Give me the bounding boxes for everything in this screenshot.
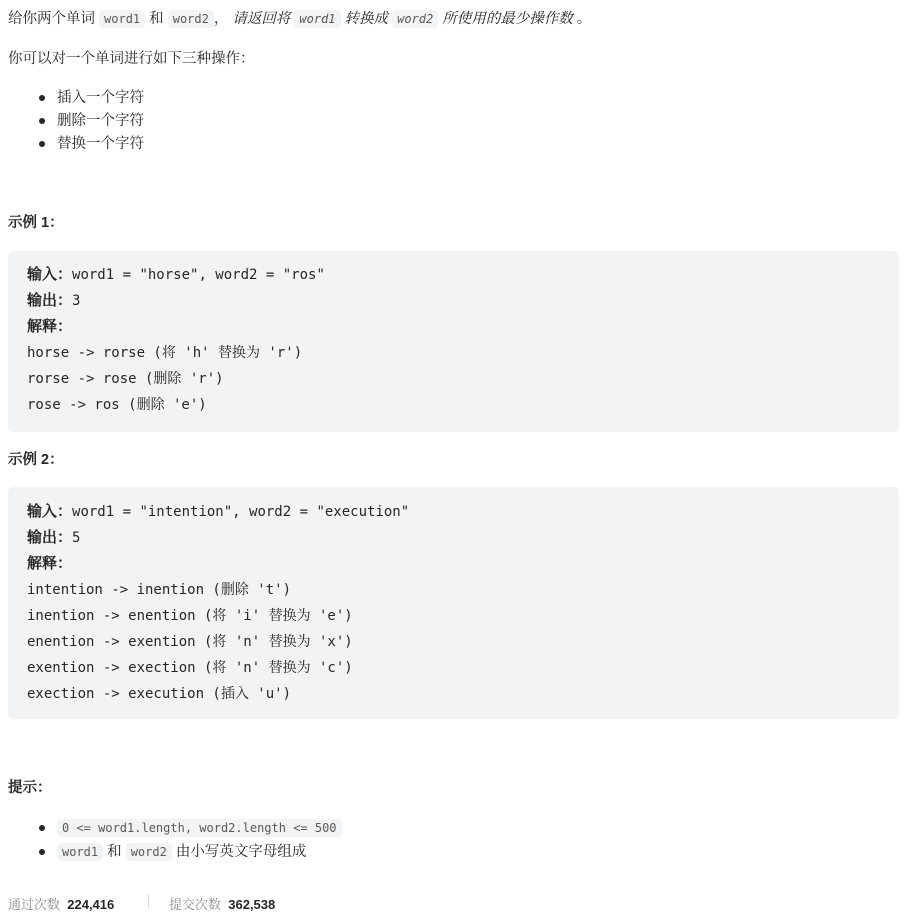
accepted-stat [8, 894, 114, 913]
output-value: 3 [72, 293, 81, 309]
example-2-step: exention -> exection (将 'n' 替换为 'c') [27, 660, 353, 676]
inline-code-word1: word1 [99, 10, 145, 28]
operation-item-insert: 插入一个字符 [57, 90, 144, 106]
example-1-step: rose -> ros (删除 'e') [27, 397, 207, 413]
input-label: 输入： [27, 503, 73, 520]
intro-text-start: 给你两个单词 [8, 11, 100, 27]
submissions-value: 362,538 [228, 897, 276, 912]
explain-label: 解释： [27, 555, 73, 572]
intro-comma: ， [213, 11, 229, 27]
operation-item-replace: 替换一个字符 [57, 136, 144, 152]
hints-heading: 提示： [8, 780, 52, 796]
hint-rest: 由小写英文字母组成 [171, 844, 307, 860]
input-value: word1 = "intention", word2 = "execution" [72, 504, 410, 520]
input-value: word1 = "horse", word2 = "ros" [72, 267, 325, 283]
explain-label: 解释： [27, 318, 73, 335]
inline-code-word2: word2 [126, 843, 172, 861]
example-1-heading: 示例 1： [8, 215, 64, 231]
constraint-code: 0 <= word1.length, word2.length <= 500 [57, 819, 342, 837]
bullet-icon [39, 95, 45, 101]
inline-code-word2: word2 [168, 10, 214, 28]
output-label: 输出： [27, 292, 73, 309]
accepted-label: 通过次数 [8, 897, 61, 912]
bullet-icon [39, 118, 45, 124]
intro-paragraph [8, 9, 591, 29]
accepted-value: 224,416 [67, 897, 115, 912]
hint-and: 和 [103, 844, 126, 860]
example-2-explain [27, 554, 72, 574]
example-2-output [27, 528, 80, 548]
intro-text-end: 。 [572, 11, 592, 27]
hint-item-lowercase [57, 842, 306, 862]
bullet-icon [39, 141, 45, 147]
example-2-input [27, 502, 409, 522]
example-1-input [27, 265, 325, 285]
example-1-step: horse -> rorse (将 'h' 替换为 'r') [27, 345, 303, 361]
intro-italic-b: 转换成 [340, 11, 393, 27]
example-2-step: inention -> enention (将 'i' 替换为 'e') [27, 608, 353, 624]
inline-code-word1: word1 [57, 843, 103, 861]
bullet-icon [39, 825, 45, 831]
inline-code-italic-word1: word1 [294, 10, 340, 28]
bullet-icon [39, 849, 45, 855]
example-1-step: rorse -> rose (删除 'r') [27, 371, 224, 387]
intro-italic-c: 所使用的最少操作数 [438, 11, 573, 27]
example-1-output [27, 291, 80, 311]
example-2-step: exection -> execution (插入 'u') [27, 686, 292, 702]
submissions-stat [169, 894, 275, 913]
intro-italic-a: 请返回将 [228, 11, 295, 27]
operations-intro: 你可以对一个单词进行如下三种操作： [8, 51, 255, 67]
output-value: 5 [72, 530, 81, 546]
example-2-step: enention -> exention (将 'n' 替换为 'x') [27, 634, 353, 650]
example-2-heading: 示例 2： [8, 452, 64, 468]
intro-and: 和 [145, 11, 168, 27]
output-label: 输出： [27, 529, 73, 546]
input-label: 输入： [27, 266, 73, 283]
operation-item-delete: 删除一个字符 [57, 113, 144, 129]
example-1-explain [27, 317, 72, 337]
hint-item-constraint [57, 818, 342, 838]
inline-code-italic-word2: word2 [392, 10, 438, 28]
submissions-label: 提交次数 [169, 897, 222, 912]
example-2-step: intention -> inention (删除 't') [27, 582, 292, 598]
